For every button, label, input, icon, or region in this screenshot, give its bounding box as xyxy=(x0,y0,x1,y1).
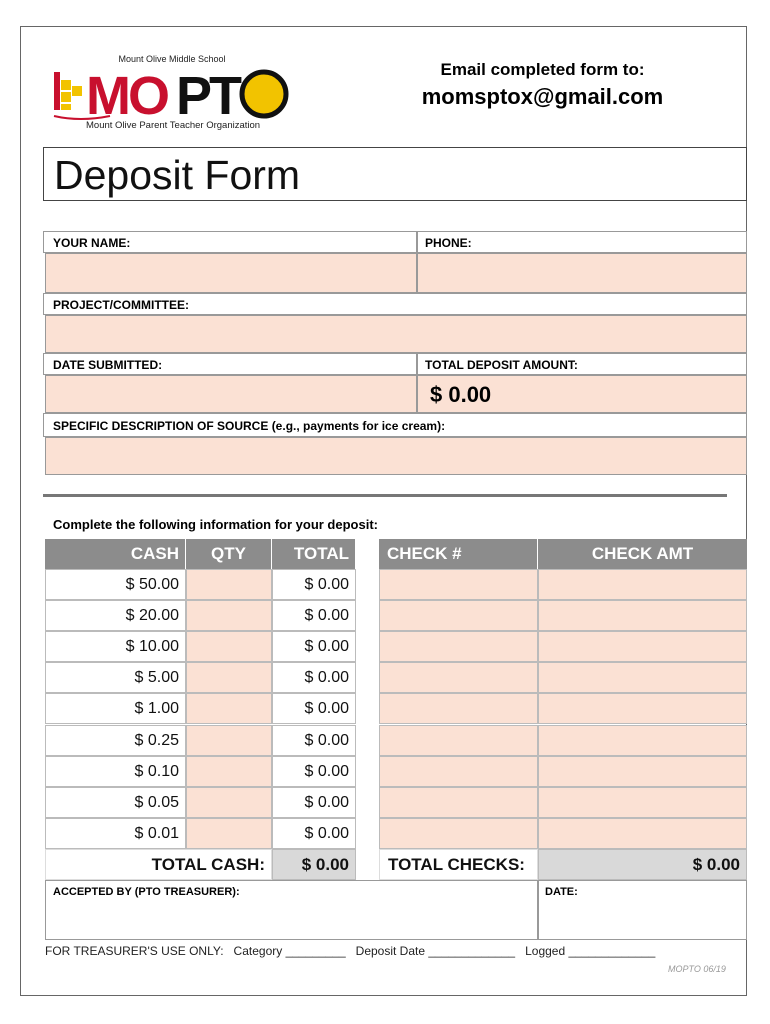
treasurer-date-label: DATE: xyxy=(545,886,578,898)
cash-denomination: $ 5.00 xyxy=(45,662,186,693)
check-number-input[interactable] xyxy=(379,569,538,600)
email-instruction: Email completed form to: xyxy=(440,60,645,79)
svg-text:MO: MO xyxy=(86,66,167,126)
total-cash-label: TOTAL CASH: xyxy=(45,849,272,880)
svg-text:PT: PT xyxy=(176,66,240,126)
check-amount-input[interactable] xyxy=(538,787,747,818)
project-label: PROJECT/COMMITTEE: xyxy=(53,298,190,312)
form-code: MOPTO 06/19 xyxy=(668,964,726,974)
description-field[interactable] xyxy=(45,437,747,475)
treasurer-use-note: FOR TREASURER'S USE ONLY: Category _________ Deposit Date _____________ Logged _____________ xyxy=(45,944,656,958)
qty-input[interactable] xyxy=(186,756,272,787)
section-divider xyxy=(43,494,727,497)
phone-field[interactable] xyxy=(417,253,747,293)
page-title: Deposit Form xyxy=(54,152,301,198)
qty-input[interactable] xyxy=(186,693,272,724)
qty-input[interactable] xyxy=(186,631,272,662)
check-amount-header: CHECK AMT xyxy=(538,539,747,569)
svg-text:Mount Olive Parent Teacher Org: Mount Olive Parent Teacher Organization xyxy=(86,120,261,131)
phone-label: PHONE: xyxy=(425,236,472,250)
total-checks-value: $ 0.00 xyxy=(538,849,747,880)
total-deposit-label: TOTAL DEPOSIT AMOUNT: xyxy=(425,358,578,372)
accepted-by-label: ACCEPTED BY (PTO TREASURER): xyxy=(53,886,240,898)
check-number-input[interactable] xyxy=(379,600,538,631)
date-submitted-label: DATE SUBMITTED: xyxy=(53,358,163,372)
check-amount-input[interactable] xyxy=(538,662,747,693)
total-header: TOTAL xyxy=(272,539,356,569)
project-field[interactable] xyxy=(45,315,747,353)
svg-text:Mount Olive Middle School: Mount Olive Middle School xyxy=(118,54,226,64)
check-amount-input[interactable] xyxy=(538,631,747,662)
cash-denomination: $ 0.25 xyxy=(45,725,186,756)
cash-denomination: $ 20.00 xyxy=(45,600,186,631)
check-amount-input[interactable] xyxy=(538,569,747,600)
check-amount-input[interactable] xyxy=(538,818,747,849)
qty-input[interactable] xyxy=(186,787,272,818)
check-number-input[interactable] xyxy=(379,662,538,693)
check-number-input[interactable] xyxy=(379,756,538,787)
check-number-input[interactable] xyxy=(379,818,538,849)
mopto-logo xyxy=(50,52,295,132)
check-amount-input[interactable] xyxy=(538,693,747,724)
cash-denomination: $ 0.05 xyxy=(45,787,186,818)
cash-row-total: $ 0.00 xyxy=(272,725,356,756)
your-name-field[interactable] xyxy=(45,253,417,293)
check-number-header: CHECK # xyxy=(379,539,538,569)
qty-input[interactable] xyxy=(186,662,272,693)
qty-input[interactable] xyxy=(186,569,272,600)
total-deposit-value: $ 0.00 xyxy=(430,382,492,407)
cash-row-total: $ 0.00 xyxy=(272,569,356,600)
email-address[interactable]: momsptox@gmail.com xyxy=(421,84,664,109)
cash-denomination: $ 0.01 xyxy=(45,818,186,849)
qty-input[interactable] xyxy=(186,600,272,631)
cash-row-total: $ 0.00 xyxy=(272,756,356,787)
cash-row-total: $ 0.00 xyxy=(272,693,356,724)
check-number-input[interactable] xyxy=(379,787,538,818)
total-checks-label: TOTAL CHECKS: xyxy=(379,849,538,880)
qty-input[interactable] xyxy=(186,725,272,756)
qty-input[interactable] xyxy=(186,818,272,849)
cash-row-total: $ 0.00 xyxy=(272,787,356,818)
check-number-input[interactable] xyxy=(379,693,538,724)
your-name-label: YOUR NAME: xyxy=(53,236,131,250)
cash-denomination: $ 1.00 xyxy=(45,693,186,724)
cash-row-total: $ 0.00 xyxy=(272,600,356,631)
check-amount-input[interactable] xyxy=(538,725,747,756)
cash-denomination: $ 50.00 xyxy=(45,569,186,600)
cash-row-total: $ 0.00 xyxy=(272,662,356,693)
total-deposit-field[interactable] xyxy=(417,375,747,413)
cash-row-total: $ 0.00 xyxy=(272,818,356,849)
check-number-input[interactable] xyxy=(379,725,538,756)
total-cash-value: $ 0.00 xyxy=(272,849,356,880)
deposit-instruction: Complete the following information for your deposit: xyxy=(53,517,378,532)
title-box xyxy=(43,147,747,201)
check-number-input[interactable] xyxy=(379,631,538,662)
check-amount-input[interactable] xyxy=(538,600,747,631)
check-amount-input[interactable] xyxy=(538,756,747,787)
date-submitted-field[interactable] xyxy=(45,375,417,413)
description-label: SPECIFIC DESCRIPTION OF SOURCE (e.g., payments for ice cream): xyxy=(53,419,446,433)
cash-row-total: $ 0.00 xyxy=(272,631,356,662)
qty-header: QTY xyxy=(186,539,272,569)
cash-denomination: $ 0.10 xyxy=(45,756,186,787)
cash-header: CASH xyxy=(45,539,186,569)
cash-denomination: $ 10.00 xyxy=(45,631,186,662)
